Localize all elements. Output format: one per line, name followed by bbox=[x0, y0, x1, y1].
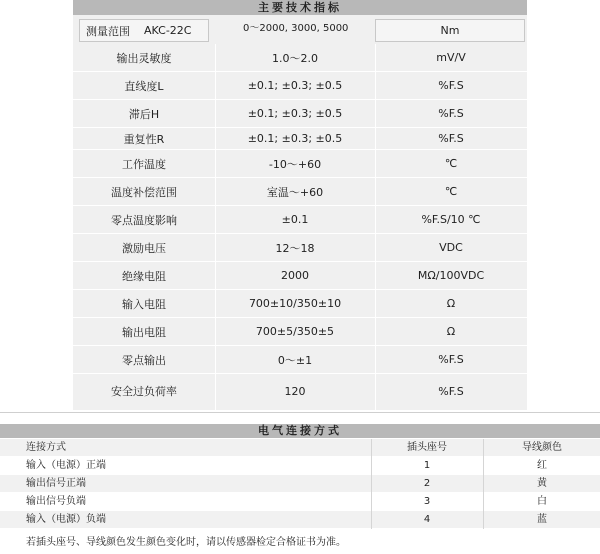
param-name: 重复性R bbox=[123, 132, 165, 146]
param-value: ±0.1; ±0.3; ±0.5 bbox=[247, 79, 343, 92]
param-unit: %F.S/10 ℃ bbox=[421, 213, 481, 226]
param-name: 零点输出 bbox=[122, 353, 166, 367]
param-unit: %F.S bbox=[438, 79, 464, 92]
spec-row-range bbox=[73, 15, 527, 44]
wiring-note: 若插头座号、导线颜色发生颜色变化时，请以传感器检定合格证书为准。 bbox=[26, 537, 346, 548]
param-unit: %F.S bbox=[438, 107, 464, 120]
pin-number: 2 bbox=[423, 478, 431, 489]
param-unit: ℃ bbox=[444, 185, 458, 198]
param-unit: MΩ/100VDC bbox=[417, 269, 485, 282]
param-unit: VDC bbox=[439, 241, 463, 254]
wiring-header-row bbox=[0, 439, 600, 457]
spec-row bbox=[73, 150, 527, 178]
wiring-table bbox=[0, 424, 600, 525]
param-name: 输出灵敏度 bbox=[116, 51, 172, 65]
range-value: 0～2000, 3000, 5000 bbox=[243, 23, 349, 34]
section-divider bbox=[0, 412, 600, 413]
param-name: 温度补偿范围 bbox=[111, 185, 177, 199]
param-name: 零点温度影响 bbox=[111, 213, 177, 227]
connection-name: 输出信号正端 bbox=[26, 478, 86, 489]
param-value: 0～±1 bbox=[277, 353, 313, 367]
spec-row bbox=[73, 374, 527, 408]
range-unit-box bbox=[375, 19, 525, 42]
spec-table-title: 主要技术指标 bbox=[73, 0, 527, 15]
param-name: 滞后H bbox=[128, 107, 160, 121]
header-connection: 连接方式 bbox=[26, 442, 66, 453]
param-value: 2000 bbox=[281, 269, 309, 282]
param-unit: Ω bbox=[446, 297, 456, 310]
param-value: 1.0～2.0 bbox=[272, 51, 318, 65]
param-value: 12～18 bbox=[275, 241, 315, 255]
param-unit: %F.S bbox=[438, 353, 464, 366]
spec-row bbox=[73, 262, 527, 290]
spec-row bbox=[73, 318, 527, 346]
spec-row bbox=[73, 128, 527, 150]
spec-row bbox=[73, 72, 527, 100]
param-name: 绝缘电阻 bbox=[122, 269, 166, 283]
param-name: 安全过负荷率 bbox=[111, 385, 177, 398]
model-number: AKC-22C bbox=[144, 24, 192, 37]
param-name: 直线度L bbox=[124, 79, 164, 93]
pin-number: 1 bbox=[423, 460, 431, 471]
pin-number: 4 bbox=[423, 514, 431, 525]
spec-row bbox=[73, 178, 527, 206]
column-divider bbox=[483, 439, 484, 529]
param-unit: mV/V bbox=[436, 51, 466, 64]
param-value: ±0.1 bbox=[281, 213, 309, 226]
pin-number: 3 bbox=[423, 496, 431, 507]
wire-color: 黄 bbox=[537, 478, 547, 489]
spec-row bbox=[73, 44, 527, 72]
wiring-row bbox=[0, 457, 600, 475]
column-divider bbox=[371, 439, 372, 529]
param-unit: %F.S bbox=[438, 132, 464, 145]
header-wire-color: 导线颜色 bbox=[522, 442, 562, 453]
connection-name: 输入（电源）正端 bbox=[26, 460, 106, 471]
spec-table bbox=[73, 0, 527, 410]
connection-name: 输入（电源）负端 bbox=[26, 514, 106, 525]
range-unit: Nm bbox=[440, 24, 460, 37]
param-unit: ℃ bbox=[444, 157, 458, 170]
param-name: 工作温度 bbox=[122, 157, 166, 171]
param-value: ±0.1; ±0.3; ±0.5 bbox=[247, 107, 343, 120]
param-value: 700±5/350±5 bbox=[255, 325, 335, 338]
wire-color: 红 bbox=[537, 460, 547, 471]
param-value: 700±10/350±10 bbox=[248, 297, 342, 310]
range-label-box bbox=[79, 19, 209, 42]
spec-row bbox=[73, 290, 527, 318]
spec-row bbox=[73, 346, 527, 374]
spec-row bbox=[73, 234, 527, 262]
param-value: 120 bbox=[284, 384, 306, 398]
wiring-row bbox=[0, 493, 600, 511]
header-pin: 插头座号 bbox=[407, 442, 447, 453]
connection-name: 输出信号负端 bbox=[26, 496, 86, 507]
param-value: 室温～+60 bbox=[266, 185, 324, 199]
wire-color: 白 bbox=[537, 496, 547, 507]
wiring-row bbox=[0, 511, 600, 529]
range-label: 测量范围 bbox=[86, 24, 130, 38]
param-unit: Ω bbox=[446, 325, 456, 338]
param-value: -10～+60 bbox=[268, 157, 322, 171]
wiring-table-title: 电气连接方式 bbox=[0, 424, 600, 438]
param-value: ±0.1; ±0.3; ±0.5 bbox=[247, 132, 343, 145]
wiring-row bbox=[0, 475, 600, 493]
wire-color: 蓝 bbox=[537, 514, 547, 525]
param-name: 激励电压 bbox=[122, 241, 166, 255]
spec-row bbox=[73, 100, 527, 128]
spec-row bbox=[73, 206, 527, 234]
param-name: 输出电阻 bbox=[122, 325, 166, 339]
param-name: 输入电阻 bbox=[122, 297, 166, 311]
param-unit: %F.S bbox=[438, 384, 464, 398]
